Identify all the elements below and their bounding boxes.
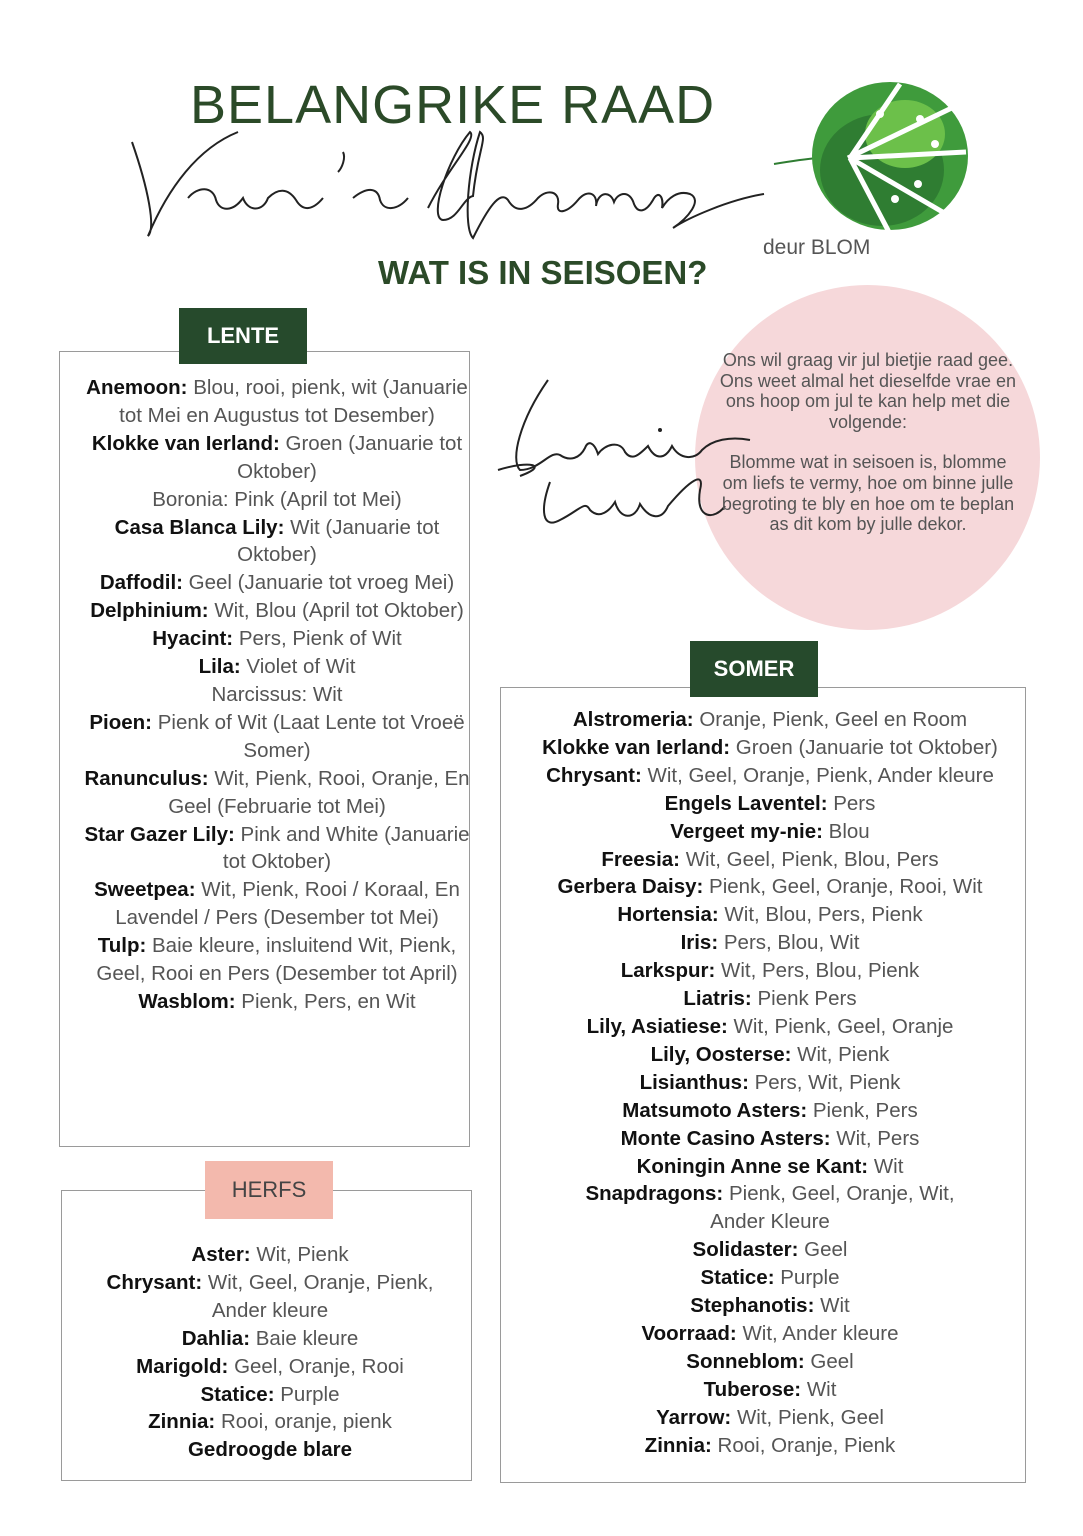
flower-name: Lily, Asiatiese:	[586, 1014, 728, 1038]
list-item	[80, 597, 474, 625]
flower-details: Wit, Geel, Oranje, Pienk, Ander kleure	[202, 1270, 434, 1322]
flower-name: Statice:	[700, 1266, 775, 1290]
flower-details: Wit, Ander kleure	[736, 1321, 899, 1345]
greeting-paragraph-2: Blomme wat in seisoen is, blomme om liefs te vermy, hoe om binne julle begroting te bly en hoe om te beplan as dit kom by julle dekor.	[721, 452, 1015, 535]
flower-details: Pienk of Wit (Laat Lente tot Vroeë Somer)	[152, 710, 465, 762]
list-item	[510, 1069, 1030, 1097]
page-title: BELANGRIKE RAAD	[190, 75, 716, 135]
list-item	[82, 1436, 458, 1464]
flower-name: Liatris:	[683, 987, 752, 1011]
flower-details: Wit, Pienk, Geel	[731, 1405, 884, 1429]
list-item	[510, 1348, 1030, 1376]
flower-name: Marigold:	[136, 1354, 229, 1378]
list-item	[510, 957, 1030, 985]
list-item	[80, 765, 474, 821]
flower-details: Wit, Geel, Pienk, Blou, Pers	[680, 847, 939, 871]
flower-name: Delphinium:	[90, 599, 209, 623]
list-item	[80, 681, 474, 709]
list-item	[510, 846, 1030, 874]
flower-name: Star Gazer Lily:	[84, 822, 235, 846]
somer-tab: SOMER	[690, 641, 818, 697]
flower-details: Wit, Geel, Oranje, Pienk, Ander kleure	[641, 763, 994, 787]
flower-details: Wit, Pienk	[250, 1243, 349, 1266]
flower-name: Anemoon:	[86, 376, 188, 399]
flower-details: Pienk, Pers, en Wit	[235, 989, 416, 1013]
flower-details: Pers, Pienk of Wit	[233, 627, 402, 651]
list-item	[510, 985, 1030, 1013]
herfs-list	[82, 1241, 458, 1464]
flower-details: Geel, Oranje, Rooi	[228, 1354, 404, 1378]
script-subtitle	[128, 128, 768, 248]
flower-details: Pienk, Pers	[807, 1098, 918, 1122]
flower-details: Rooi, Oranje, Pienk	[711, 1433, 896, 1457]
list-item	[80, 932, 474, 988]
flower-details: Pienk Pers	[751, 987, 857, 1011]
list-item	[80, 569, 474, 597]
somer-list	[510, 706, 1030, 1459]
flower-name: Klokke van Ierland:	[542, 735, 731, 759]
list-item	[82, 1353, 458, 1381]
flower-name: Ranunculus:	[84, 766, 209, 790]
flower-details: Groen (Januarie tot Oktober)	[237, 431, 463, 483]
flower-name: Hortensia:	[617, 903, 719, 927]
flower-details: Wit, Pienk, Geel, Oranje	[727, 1014, 954, 1038]
flower-name: Larkspur:	[620, 959, 716, 983]
flower-name: Sweetpea:	[94, 878, 196, 902]
list-item	[510, 1292, 1030, 1320]
flower-details: Violet of Wit	[240, 655, 356, 679]
flower-name: Solidaster:	[692, 1238, 799, 1262]
flower-details: Blou	[822, 819, 870, 843]
flower-name: Lila:	[198, 655, 241, 679]
list-item	[510, 1153, 1030, 1181]
byline: deur BLOM	[763, 236, 871, 259]
flower-details: Wit, Pers, Blou, Pienk	[715, 959, 920, 983]
flower-name: Daffodil:	[99, 571, 183, 595]
greeting-text	[718, 350, 1018, 535]
list-item	[510, 901, 1030, 929]
greeting-paragraph-1: Ons wil graag vir jul bietjie raad gee. Ons weet almal het dieselfde vrae en ons hoop om jul te kan help met die volgende:	[719, 350, 1017, 432]
flower-details: Wit	[868, 1154, 904, 1178]
list-item	[510, 929, 1030, 957]
list-item	[80, 821, 474, 877]
flower-name: Monte Casino Asters:	[620, 1126, 831, 1150]
list-item	[82, 1325, 458, 1353]
flower-name: Lily, Oosterse:	[650, 1042, 792, 1066]
flower-name: Gedroogde blare	[187, 1438, 353, 1462]
flower-details: Pers, Blou, Wit	[718, 931, 860, 955]
list-item	[82, 1408, 458, 1436]
flower-details: Baie kleure	[250, 1326, 359, 1350]
list-item	[510, 706, 1030, 734]
flower-name: Tuberose:	[703, 1377, 802, 1401]
list-item	[510, 734, 1030, 762]
flower-details: Wit	[814, 1294, 850, 1318]
flower-name: Wasblom:	[138, 989, 236, 1013]
list-item	[80, 709, 474, 765]
list-item	[80, 514, 474, 570]
flower-details: Pers, Wit, Pienk	[748, 1070, 901, 1094]
flower-details: Wit, Pienk, Rooi, Oranje, En Geel (Februarie tot Mei)	[168, 766, 470, 818]
list-item	[80, 625, 474, 653]
flower-details: Wit, Blou (April tot Oktober)	[208, 599, 464, 623]
flower-details: Pers	[827, 791, 876, 815]
flower-details: Blou, rooi, pienk, wit (Januarie tot Mei en Augustus tot Desember)	[119, 376, 468, 427]
list-item	[510, 1180, 1030, 1236]
flower-details: Purple	[274, 1382, 340, 1406]
monstera-leaf-icon	[770, 74, 970, 244]
flower-name: Engels Laventel:	[664, 791, 828, 815]
lente-list	[80, 374, 474, 1016]
flower-name: Aster:	[191, 1243, 251, 1266]
list-item	[80, 988, 474, 1016]
flower-name: Hyacint:	[152, 627, 234, 651]
flower-name: Dahlia:	[181, 1326, 251, 1350]
flower-name: Snapdragons:	[585, 1182, 724, 1206]
flower-name: Sonneblom:	[686, 1349, 805, 1373]
list-item	[510, 818, 1030, 846]
flower-details: Geel	[798, 1238, 848, 1262]
flower-name: Koningin Anne se Kant:	[636, 1154, 869, 1178]
flower-details: Baie kleure, insluitend Wit, Pienk, Geel, Rooi en Pers (Desember tot April)	[96, 934, 458, 986]
list-item	[80, 876, 474, 932]
flower-name: Alstromeria:	[572, 708, 694, 731]
list-item	[80, 486, 474, 514]
list-item	[80, 430, 474, 486]
flower-details: Wit (Januarie tot Oktober)	[237, 515, 440, 567]
flower-details: Narcissus: Wit	[211, 682, 343, 706]
herfs-tab: HERFS	[205, 1161, 333, 1219]
flower-details: Pienk, Geel, Oranje, Wit, Ander Kleure	[710, 1182, 955, 1234]
flower-details: Rooi, oranje, pienk	[215, 1410, 392, 1434]
list-item	[510, 1013, 1030, 1041]
flower-details: Geel	[804, 1349, 854, 1373]
flower-name: Zinnia:	[644, 1433, 712, 1457]
list-item	[510, 1404, 1030, 1432]
flower-details: Boronia: Pink (April tot Mei)	[152, 487, 402, 511]
list-item	[510, 1041, 1030, 1069]
flower-details: Wit, Pienk, Rooi / Koraal, En Lavendel / Pers (Desember tot Mei)	[115, 878, 460, 930]
flower-name: Iris:	[680, 931, 719, 955]
list-item	[510, 1376, 1030, 1404]
list-item	[510, 873, 1030, 901]
flower-details: Geel (Januarie tot vroeg Mei)	[182, 571, 455, 595]
flower-name: Zinnia:	[148, 1410, 216, 1434]
flower-details: Pienk, Geel, Oranje, Rooi, Wit	[703, 875, 983, 899]
flower-details: Purple	[774, 1266, 840, 1290]
list-item	[510, 1432, 1030, 1460]
lente-tab: LENTE	[179, 308, 307, 364]
flower-name: Klokke van Ierland:	[91, 431, 280, 455]
flower-name: Vergeet my-nie:	[670, 819, 823, 843]
flower-name: Yarrow:	[656, 1405, 732, 1429]
list-item	[510, 1264, 1030, 1292]
list-item	[80, 653, 474, 681]
flower-details: Pink and White (Januarie tot Oktober)	[222, 822, 470, 874]
flower-details: Wit	[801, 1377, 837, 1401]
list-item	[510, 790, 1030, 818]
flower-name: Chrysant:	[546, 763, 642, 787]
flower-details: Wit, Blou, Pers, Pienk	[718, 903, 923, 927]
flower-name: Chrysant:	[106, 1270, 203, 1294]
flower-name: Freesia:	[601, 847, 680, 871]
list-item	[82, 1381, 458, 1409]
flower-name: Tulp:	[97, 934, 147, 958]
flower-name: Voorraad:	[641, 1321, 737, 1345]
flower-name: Pioen:	[89, 710, 153, 734]
flower-name: Stephanotis:	[690, 1294, 815, 1318]
list-item	[510, 1236, 1030, 1264]
flower-details: Groen (Januarie tot Oktober)	[730, 735, 998, 759]
flower-name: Statice:	[200, 1382, 275, 1406]
flower-name: Lisianthus:	[639, 1070, 749, 1094]
list-item	[82, 1241, 458, 1269]
list-item	[510, 1125, 1030, 1153]
list-item	[510, 1097, 1030, 1125]
flower-name: Matsumoto Asters:	[622, 1098, 808, 1122]
list-item	[80, 374, 474, 430]
flower-name: Casa Blanca Lily:	[114, 515, 285, 539]
list-item	[82, 1269, 458, 1325]
list-item	[510, 1320, 1030, 1348]
flower-details: Wit, Pienk	[791, 1042, 890, 1066]
season-question: WAT IS IN SEISOEN?	[378, 254, 708, 291]
flower-details: Wit, Pers	[830, 1126, 920, 1150]
flower-details: Oranje, Pienk, Geel en Room	[693, 708, 968, 731]
flower-name: Gerbera Daisy:	[557, 875, 704, 899]
list-item	[510, 762, 1030, 790]
